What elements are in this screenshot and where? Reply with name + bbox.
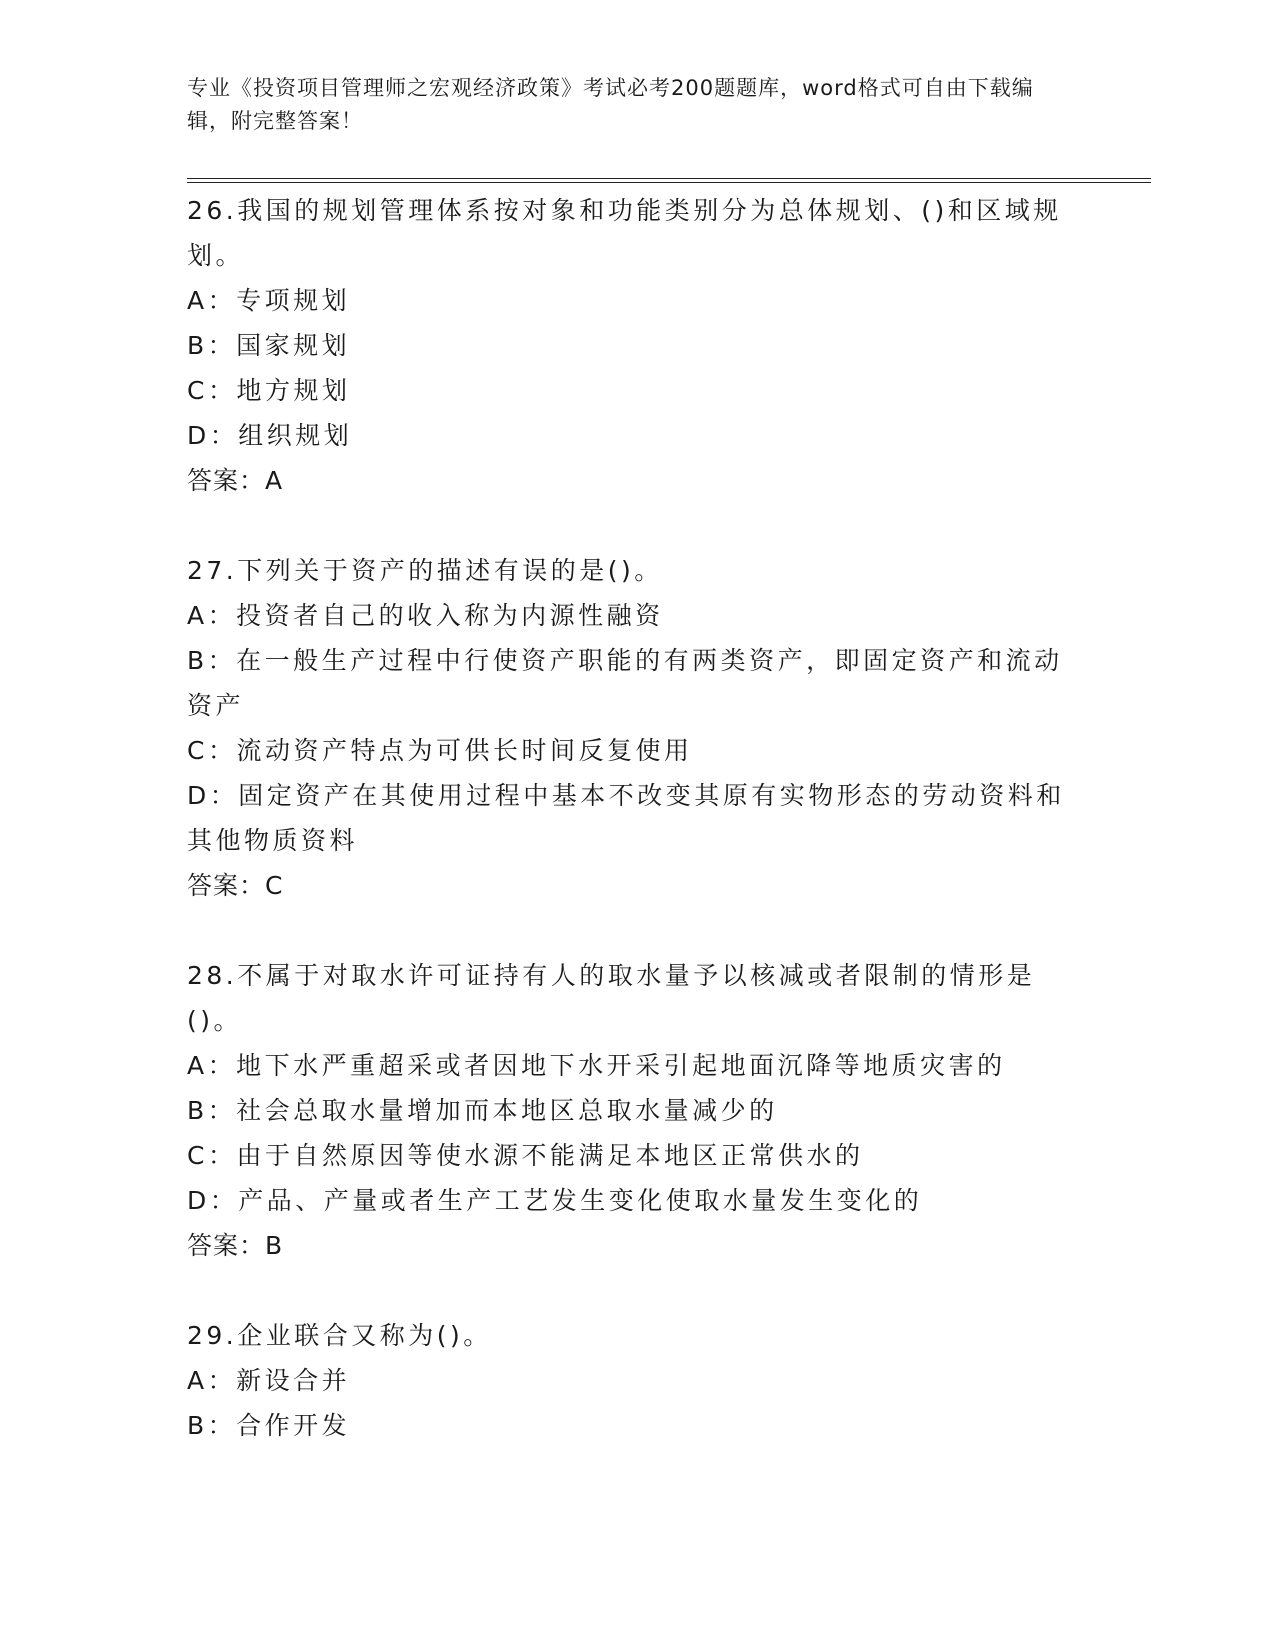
question-stem: 27.下列关于资产的描述有误的是()。: [187, 556, 663, 585]
option-a: A：专项规划: [187, 286, 351, 315]
option-b: B：社会总取水量增加而本地区总取水量减少的: [187, 1096, 778, 1125]
answer-label: 答案：B: [187, 1231, 284, 1260]
option-b: B：合作开发: [187, 1411, 351, 1440]
option-c: C：流动资产特点为可供长时间反复使用: [187, 736, 693, 765]
option-a: A：投资者自己的收入称为内源性融资: [187, 601, 664, 630]
option-d: D：固定资产在其使用过程中基本不改变其原有实物形态的劳动资料和其他物质资料: [187, 781, 1065, 855]
question-spacer: [187, 908, 1077, 953]
question-29: [187, 1313, 1077, 1448]
question-spacer: [187, 503, 1077, 548]
question-28: [187, 953, 1077, 1268]
question-spacer: [187, 1268, 1077, 1313]
option-d: D：产品、产量或者生产工艺发生变化使取水量发生变化的: [187, 1186, 923, 1215]
header-divider: [187, 178, 1151, 183]
option-c: C：由于自然原因等使水源不能满足本地区正常供水的: [187, 1141, 864, 1170]
answer-label: 答案：C: [187, 871, 284, 900]
question-stem: 28.不属于对取水许可证持有人的取水量予以核减或者限制的情形是()。: [187, 961, 1036, 1035]
option-a: A：新设合并: [187, 1366, 351, 1395]
option-c: C：地方规划: [187, 376, 351, 405]
question-stem: 26.我国的规划管理体系按对象和功能类别分为总体规划、()和区域规划。: [187, 196, 1062, 270]
question-26: [187, 188, 1077, 503]
option-b: B：在一般生产过程中行使资产职能的有两类资产，即固定资产和流动资产: [187, 646, 1063, 720]
question-27: [187, 548, 1077, 908]
question-list: [187, 188, 1077, 1448]
question-stem: 29.企业联合又称为()。: [187, 1321, 492, 1350]
answer-label: 答案：A: [187, 466, 284, 495]
document-intro: 专业《投资项目管理师之宏观经济政策》考试必考200题题库，word格式可自由下载编辑，附完整答案！: [187, 76, 1034, 133]
option-a: A：地下水严重超采或者因地下水开采引起地面沉降等地质灾害的: [187, 1051, 1006, 1080]
option-b: B：国家规划: [187, 331, 351, 360]
option-d: D：组织规划: [187, 421, 353, 450]
